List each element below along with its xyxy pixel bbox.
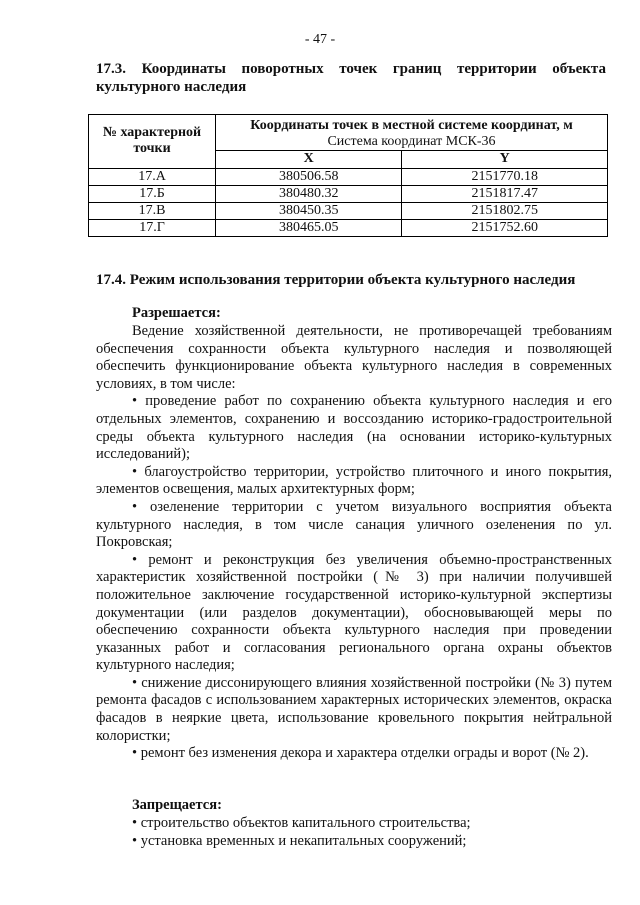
y-cell: 2151752.60 bbox=[402, 219, 608, 236]
heading-word: территории bbox=[457, 61, 537, 77]
prohibited-item: • установка временных и некапитальных сооружений; bbox=[132, 832, 467, 849]
table-row bbox=[89, 202, 608, 219]
point-number-header bbox=[89, 115, 216, 169]
permitted-item: • снижение диссонирующего влияния хозяйственной постройки (№ 3) путем ремонта фасадов с использованием характерных исторических элементов, окраска фасадов в неяркие цвета, использование кровельного покрытия нейтральной колористки; bbox=[96, 674, 612, 744]
point-number-header-line1: № характерной bbox=[102, 125, 202, 141]
prohibited-item: • строительство объектов капитального строительства; bbox=[132, 815, 471, 831]
table-row bbox=[89, 168, 608, 185]
table-row bbox=[89, 219, 608, 236]
section-17-3-number: 17.3. bbox=[96, 61, 126, 77]
x-cell: 380465.05 bbox=[216, 219, 402, 236]
page-number: - 47 - bbox=[304, 32, 336, 47]
section-17-3-title-line2: культурного наследия bbox=[96, 79, 247, 95]
coordinates-table bbox=[88, 114, 608, 237]
point-cell: 17.В bbox=[89, 202, 216, 219]
table-row bbox=[89, 185, 608, 202]
heading-word: поворотных bbox=[241, 61, 324, 77]
section-17-3-heading bbox=[96, 60, 606, 96]
permitted-intro: Ведение хозяйственной деятельности, не противоречащей требованиям обеспечения сохранности объекта культурного наследия и позволяющей обеспечить функционирование объекта культурного наследия в современных условиях, в том числе: bbox=[96, 323, 612, 392]
x-cell: 380480.32 bbox=[216, 185, 402, 202]
x-cell: 380506.58 bbox=[216, 168, 402, 185]
point-cell: 17.Г bbox=[89, 219, 216, 236]
heading-word: Координаты bbox=[141, 61, 226, 77]
permitted-item: • ремонт и реконструкция без увеличения объемно-пространственных характеристик хозяйственной постройки (№ 3) при наличии получившей положительное заключение государственной историко-культурной экспертизы документации (или разделов документации), обосновывающей меры по обеспечению сохранности объекта культурного наследия при проведении указанных работ и согласования регионального органа охраны объектов культурного наследия; bbox=[96, 551, 612, 674]
y-column-header: Y bbox=[402, 150, 608, 168]
point-number-header-line2: точки bbox=[133, 141, 171, 157]
heading-word: границ bbox=[392, 61, 442, 77]
permitted-item: • ремонт без изменения декора и характера отделки ограды и ворот (№ 2). bbox=[132, 745, 589, 762]
permitted-section bbox=[96, 323, 612, 763]
y-cell: 2151770.18 bbox=[402, 168, 608, 185]
x-cell: 380450.35 bbox=[216, 202, 402, 219]
permitted-item: • благоустройство территории, устройство плиточного и иного покрытия, элементов освещения, малых архитектурных форм; bbox=[96, 463, 612, 498]
coordinates-header bbox=[216, 115, 608, 151]
point-cell: 17.А bbox=[89, 168, 216, 185]
coordinate-system-label: Система координат МСК-36 bbox=[327, 134, 496, 149]
section-17-4-heading: 17.4. Режим использования территории объекта культурного наследия bbox=[96, 272, 576, 288]
coordinates-header-text: Координаты точек в местной системе координат, м bbox=[250, 118, 573, 133]
permitted-title: Разрешается: bbox=[132, 305, 221, 321]
heading-word: объекта bbox=[552, 61, 606, 77]
y-cell: 2151802.75 bbox=[402, 202, 608, 219]
permitted-item: • проведение работ по сохранению объекта культурного наследия и его отдельных элементов, сохранению и воссозданию историко-градостроительной среды объекта культурного наследия (на основании историко-культурных исследований); bbox=[96, 393, 612, 463]
x-column-header: X bbox=[216, 150, 402, 168]
permitted-item: • озеленение территории с учетом визуального восприятия объекта культурного наследия, в том числе санация уличного озеленения по ул. Покровская; bbox=[96, 498, 612, 551]
prohibited-title: Запрещается: bbox=[132, 797, 222, 813]
y-cell: 2151817.47 bbox=[402, 185, 608, 202]
point-cell: 17.Б bbox=[89, 185, 216, 202]
prohibited-list bbox=[132, 815, 471, 850]
heading-word: точек bbox=[339, 61, 378, 77]
